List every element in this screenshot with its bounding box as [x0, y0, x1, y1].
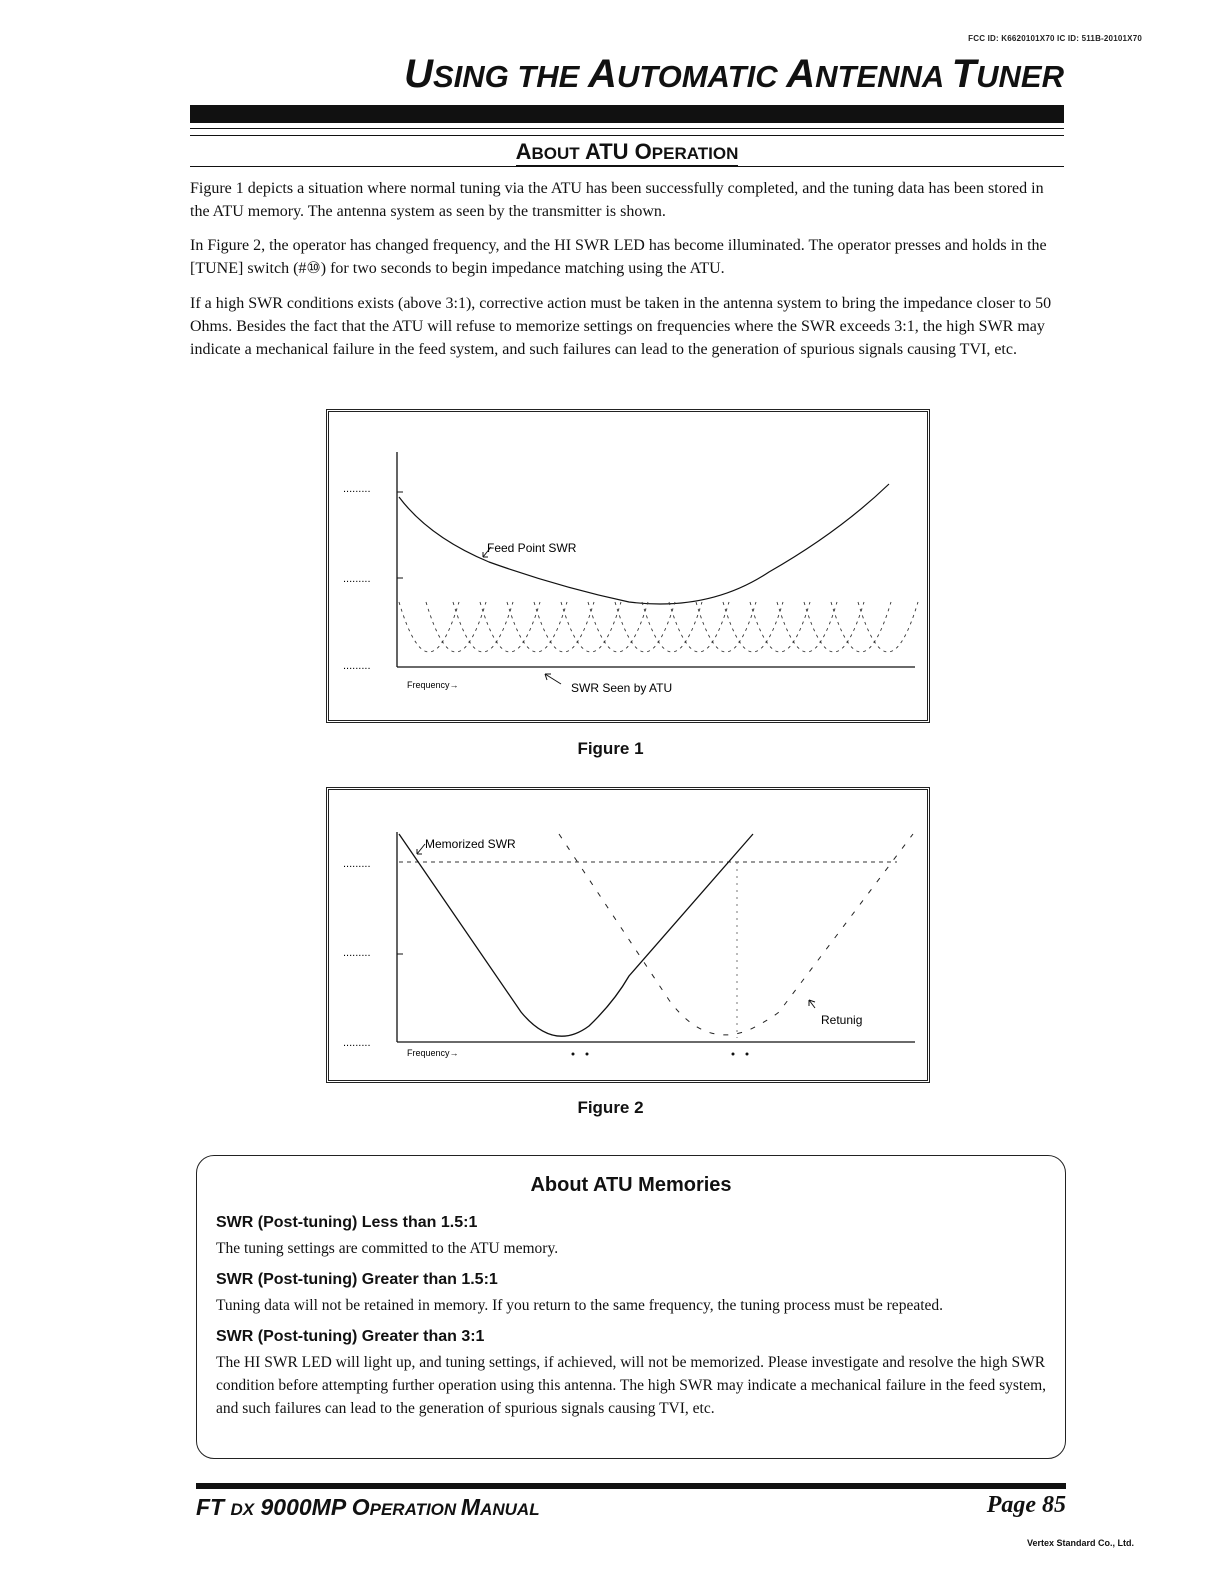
figure2-frequency-label: Frequency→	[407, 1048, 459, 1058]
feed-point-swr-curve	[399, 484, 889, 604]
title-rule-thick	[190, 105, 1064, 123]
memorized-swr-label: Memorized SWR	[425, 837, 516, 851]
memory-heading-less-1-5: SWR (Post-tuning) Less than 1.5:1	[216, 1214, 478, 1231]
footer-manual-title: FT DX 9000MP OPERATION MANUAL	[196, 1494, 540, 1520]
atu-curve-12	[696, 602, 756, 652]
footer-rule	[196, 1483, 1066, 1489]
original-swr-curve	[399, 834, 753, 1036]
paragraph-figure2: In Figure 2, the operator has changed frequency, and the HI SWR LED has become illuminated. The operator presses and holds in the [TUNE] switch (#⑩) for two seconds to begin impedance matching using the ATU.	[190, 237, 1047, 277]
feed-point-swr-label: Feed Point SWR	[487, 541, 577, 555]
fcc-id: FCC ID: K6620101X70 IC ID: 511B-20101X70	[968, 34, 1142, 43]
memory-heading-greater-1-5: SWR (Post-tuning) Greater than 1.5:1	[216, 1271, 498, 1288]
figure1-y-tick-1: .........	[343, 483, 371, 495]
figure1-frame	[326, 409, 930, 723]
section-rule-bottom	[190, 166, 1064, 167]
atu-curve-4	[480, 602, 540, 652]
atu-curve-8	[588, 602, 648, 652]
atu-curve-9	[615, 602, 675, 652]
page-title: USING THE AUTOMATIC ANTENNA TUNER	[404, 52, 1064, 96]
figure2-chart	[329, 790, 927, 1080]
title-rule-thin	[190, 128, 1064, 129]
retune-label: Retunig	[821, 1013, 863, 1027]
atu-curve-15	[777, 602, 837, 652]
figure2-caption: Figure 2	[577, 1098, 644, 1117]
swr-seen-by-atu-curves	[399, 602, 918, 652]
section-rule-top	[190, 135, 1064, 136]
memory-text-greater-3: The HI SWR LED will light up, and tuning settings, if achieved, will not be memorized. Please investigate and resolve the high SWR condition before attempting further operation using this antenna. The high SWR may indicate a mechanical failure in the feed system, and such failures can lead to the generation of spurious signals causing TVI, etc.	[216, 1354, 1046, 1417]
atu-curve-2	[426, 602, 486, 652]
swr-seen-by-atu-label: SWR Seen by ATU	[571, 681, 673, 695]
atu-curve-3	[453, 602, 513, 652]
figure2-y-tick-2: .........	[343, 947, 371, 959]
atu-curve-7	[561, 602, 621, 652]
atu-curve-10	[642, 602, 702, 652]
figure2-frame	[326, 787, 930, 1083]
atu-curve-5	[507, 602, 567, 652]
atu-curve-17	[831, 602, 891, 652]
footer-company: Vertex Standard Co., Ltd.	[1026, 1538, 1134, 1548]
memory-text-greater-1-5: Tuning data will not be retained in memory. If you return to the same frequency, the tuning process must be repeated.	[216, 1297, 944, 1314]
atu-curve-14	[750, 602, 810, 652]
figure1-y-tick-2: .........	[343, 573, 371, 585]
memory-text-less-1-5: The tuning settings are committed to the ATU memory.	[216, 1240, 559, 1257]
figure2-y-tick-1: .........	[343, 858, 371, 870]
footer-page-number: Page 85	[986, 1492, 1066, 1518]
figure2-y-tick-3: .........	[343, 1037, 371, 1049]
section-heading: ABOUT ATU OPERATION	[190, 139, 1064, 165]
memory-heading-greater-3: SWR (Post-tuning) Greater than 3:1	[216, 1328, 485, 1345]
paragraph-figure1: Figure 1 depicts a situation where normal tuning via the ATU has been successfully completed, and the tuning data has been stored in the ATU memory. The antenna system as seen by the transmitter is shown.	[190, 180, 1044, 220]
atu-curve-1	[399, 602, 459, 652]
paragraph-high-swr: If a high SWR conditions exists (above 3:1), corrective action must be taken in the antenna system to bring the impedance closer to 50 Ohms. Besides the fact that the ATU will refuse to memorize settings on frequencies where the SWR exceeds 3:1, the high SWR may indicate a mechanical failure in the feed system, and such failures can lead to the generation of spurious signals causing TVI, etc.	[190, 295, 1052, 358]
atu-curve-16	[804, 602, 864, 652]
atu-curve-6	[534, 602, 594, 652]
atu-curve-11	[669, 602, 729, 652]
retune-swr-curve	[559, 834, 913, 1035]
figure1-caption: Figure 1	[577, 739, 644, 758]
figure1-frequency-label: Frequency→	[407, 680, 459, 690]
atu-curve-13	[723, 602, 783, 652]
atu-memories-title: About ATU Memories	[530, 1174, 732, 1196]
figure1-chart	[329, 412, 927, 720]
figure1-y-tick-3: .........	[343, 660, 371, 672]
atu-curve-18	[858, 602, 918, 652]
